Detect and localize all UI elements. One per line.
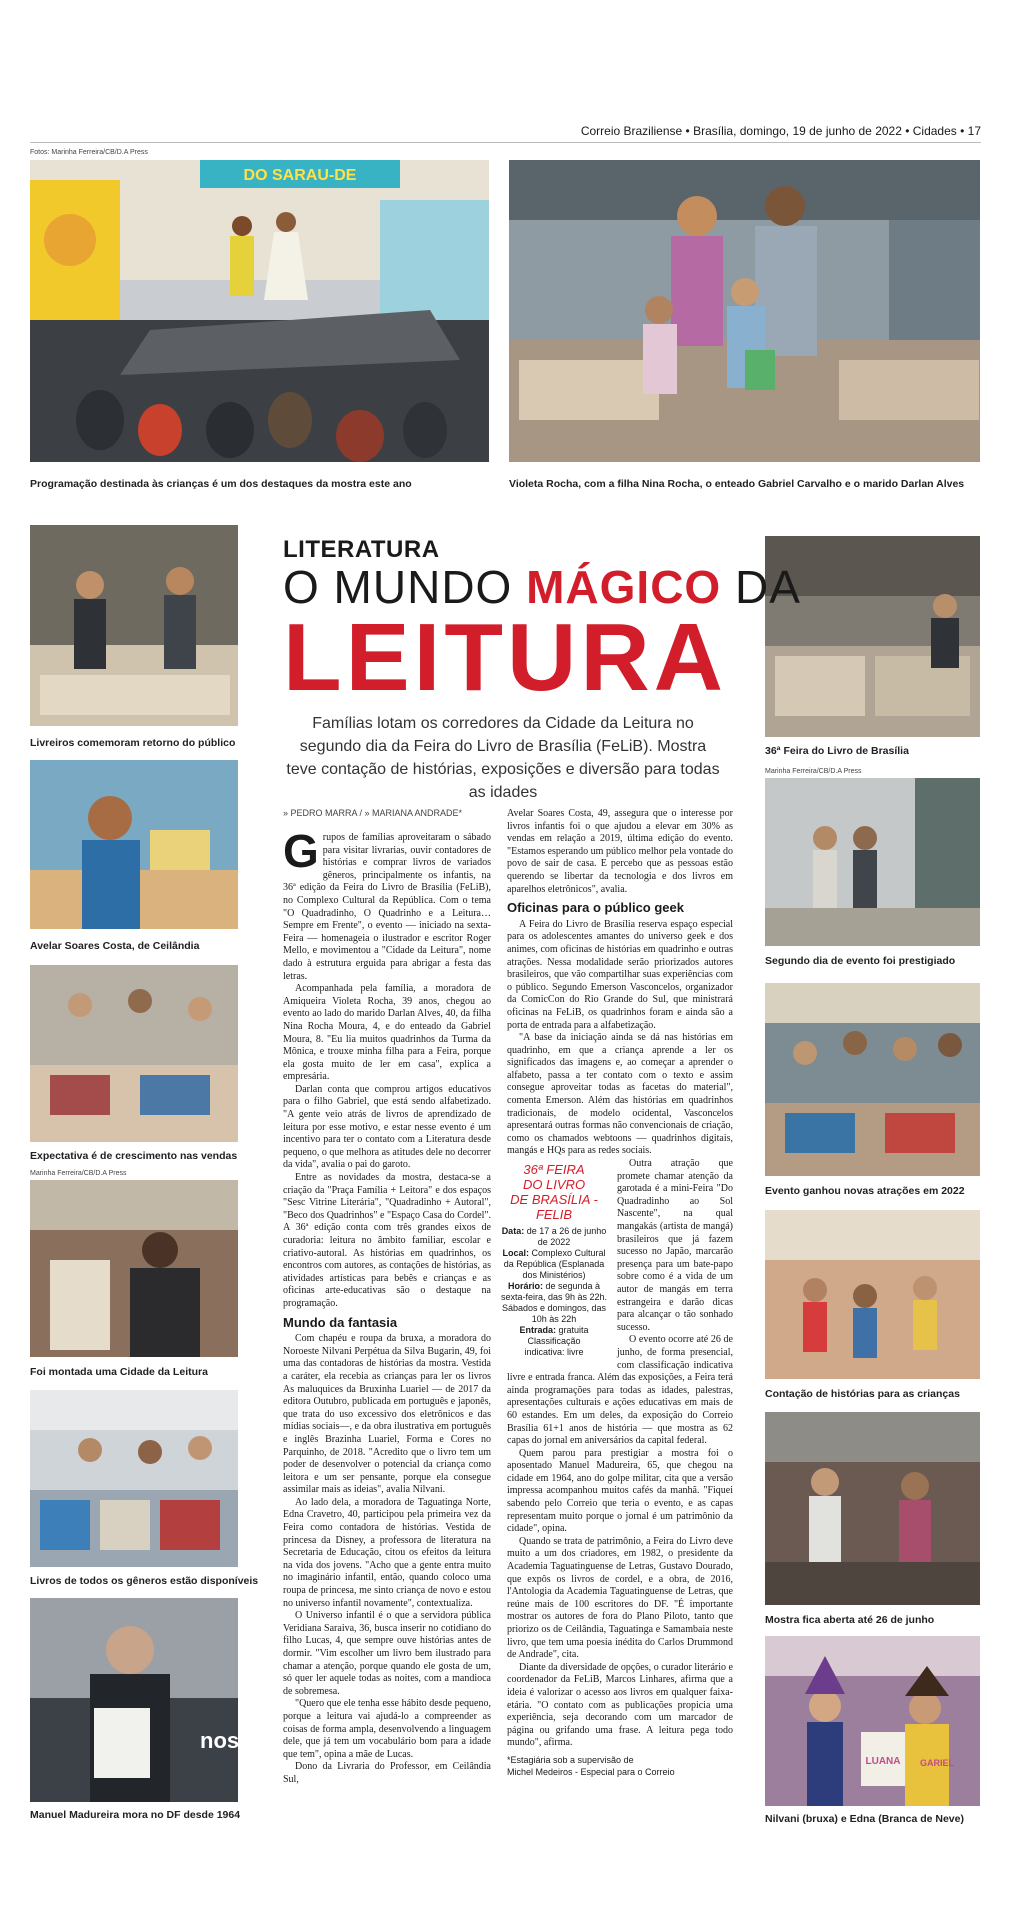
photo-manuel [30, 1598, 238, 1802]
photo-credit-8: Marinha Ferreira/CB/D.A Press [765, 768, 862, 775]
caption-avelar: Avelar Soares Costa, de Ceilândia [30, 940, 200, 952]
subhead-geek: Oficinas para o público geek [507, 900, 684, 916]
footnote-line-1: *Estagiária sob a supervisão de [507, 1754, 634, 1765]
caption-genres: Livros de todos os gêneros estão disponíveis [30, 1575, 259, 1587]
caption-family: Violeta Rocha, com a filha Nina Rocha, o enteado Gabriel Carvalho e o marido Darlan Alves [509, 478, 965, 490]
caption-booksellers: Livreiros comemoram retorno do público [30, 737, 236, 749]
paragraph: Ao lado dela, a moradora de Taguatinga Norte, Edna Cravetro, 40, participou pela primeira vez da Feira como contadora de histórias. Vestida de princesa da Disney, a professora de literatura na Secretaria de Educação, citou os efeitos da leitura na vida dos jovens. "Acho que a gente entra muito no imaginário infantil, então, quando coloco uma roupa de princesa, me sinto criança de novo e estou no universo infantil novamente", contextualiza. [283, 1496, 491, 1609]
paragraph: rupos de famílias aproveitaram o sábado para visitar livrarias, ouvir contadores de histórias e comprar livros de variados gêneros, principalmente os infantis, na 36ª edição da Feira do Livro de Brasília (FeLiB), no Complexo Cultural da República. Com o tema "O Quadradinho, O Quadrinho e a Leitura… Sempre em Frente", o evento — iniciado na sexta-Feira — homenageia o ilustrador e escritor Roger Mello, e movimentou a "Cidade da Leitura", nome dado à estrutura erguida para abrigar a festa das letras. [283, 832, 491, 982]
photo-exhibit [765, 1412, 980, 1605]
dropcap: G [283, 825, 319, 877]
caption-sales: Expectativa é de crescimento nas vendas [30, 1150, 238, 1162]
headline-part-da: DA [721, 561, 801, 613]
photo-credit: Fotos: Marinha Ferreira/CB/D.A Press [30, 149, 148, 156]
infobox-class-value: indicativa: livre [524, 1347, 584, 1358]
paragraph: Avelar Soares Costa, 49, assegura que o interesse por livros infantis foi o que ajudou a elevar em 30% as vendas em relação a 2019, última edição do evento. "Estamos esperando um público melhor pela vontade do povo de sair de casa. E percebo que as pessoas estão querendo se libertar da tecnologia e dos livros em aparelhos eletrônicos", avalia. [507, 808, 733, 895]
paragraph: Diante da diversidade de opções, o curador literário e coordenador da FeLiB, Marcos Linhares, afirma que a ideia é valorizar o acesso aos livros em qualquer faixa-etária. "O contato com as publicações propicia uma experiência, seja decorando com um marcador de página ou grifando uma frase. A leitura pega todo mundo", afirma. [507, 1661, 733, 1749]
photo-second-day [765, 778, 980, 946]
paragraph: Dono da Livraria do Professor, em Ceilândia Sul, [283, 1761, 491, 1785]
photo-luana-text: LUANA [865, 1756, 901, 1767]
paragraph: Acompanhada pela família, a moradora de Amiqueira Violeta Rocha, 39 anos, chegou ao evento ao lado do marido Darlan Alves, 40, da filha Nina Rocha Moura, 4, e do enteado da Gabriel Moura, 8. "Eu lia muitos quadrinhos da Turma da Mônica, e trouxe minha filha para a Feira, porque ela gosta muito de ler em casa", explica a empresária. [283, 983, 491, 1083]
caption-attractions: Evento ganhou novas atrações em 2022 [765, 1185, 965, 1197]
paragraph: "Quero que ele tenha esse hábito desde pequeno, porque a leitura vai ajudá-lo a compreender as coisas de forma ampla, desenvolvendo a linguagem dele, que já tem um vocabulário bom para a idade que tem", opina a mãe de Lucas. [283, 1698, 491, 1760]
infobox-local-value: Complexo Cultural da República (Esplanada dos Ministérios) [503, 1248, 606, 1281]
infobox-data-value: de 17 a 26 de junho de 2022 [526, 1226, 607, 1248]
infobox-entrada-value: gratuita [558, 1325, 589, 1336]
article-column-1 [283, 825, 491, 1832]
paragraph: Quem parou para prestigiar a mostra foi o aposentado Manuel Madureira, 65, que chegou na cidade em 1964, ano do golpe militar, cita que a versão impressa acompanhou muitos cafés da manhã. "Fiquei sabendo pelo Correio que teria o evento, e as capas representam muito porque o jornal é um patrimônio da cidade", opina. [507, 1447, 733, 1535]
paragraph: Quando se trata de patrimônio, a Feira do Livro deve muito a um dos criadores, em 1982, o presidente da Academia Taguatinguense de Letras, Gustavo Dourado, que expôs os livros de cordel, e a obra, de 2016, l'Antologia da Academia Taguatinguense de Letras, que reúne mais de 100 escritores do DF. "É importante mostrar os autores de fora do Plano Piloto, tanto que priorizo os de Ceilândia, Taguatinga e Samambaia neste livro, que tem uma poesia inédita do Carlos Drummond de Andrade", cita. [507, 1535, 733, 1661]
page-header: Correio Braziliense • Brasília, domingo, 19 de junho de 2022 • Cidades • 17 [30, 124, 981, 143]
paragraph: Outra atração que promete chamar atenção da garotada é a mini-Feira "Do Quadradinho ao Sol Nascente", na qual mangakás (artista de mangá) brasileiros que já fazem sucesso no Japão, marcarão presença para um bate-papo sobre como é a vida de um autor de mangás em terra estrangeira e darão dicas para alcançar o tão sonhado sucesso. [617, 1158, 733, 1333]
kicker: LITERATURA [283, 536, 440, 563]
infobox-title-2: DO LIVRO [522, 1177, 586, 1193]
photo-avelar [30, 760, 238, 929]
subhead-fantasia: Mundo da fantasia [283, 1314, 398, 1330]
infobox-horario-label: Horário: [507, 1281, 543, 1292]
byline: » PEDRO MARRA / » MARIANA ANDRADE* [283, 808, 463, 818]
caption-second-day: Segundo dia de evento foi prestigiado [765, 955, 956, 967]
caption-feira: 36ª Feira do Livro de Brasília [765, 745, 909, 757]
paragraph: Com chapéu e roupa da bruxa, a moradora do Noroeste Nilvani Perpétua da Silva Bugarin, 49, foi uma das contadoras de histórias da mostra. Vestida a caráter, ela recebia as crianças para ler os livros As maluquices da Bruxinha Luariel — de 2017 da editora Outubro, publicada em português e japonês, que trata do uso excessivo dos eletrônicos e das mídias sociais—, e da obra ilustrativa em português e inglês Brazinha Luariel, Forma e Cores no Parquinho, de 2018. "Acredito que o livro tem um poder de desenvolver o potencial da criança como leitora e um ser pensante, porque ela consegue assimilar mais as ideias", avalia Nilvani. [283, 1333, 491, 1496]
caption-stage: Programação destinada às crianças é um dos destaques da mostra este ano [30, 478, 412, 490]
photo-credit-3: Marinha Ferreira/CB/D.A Press [30, 1170, 127, 1177]
infobox-horario-value: de segunda à sexta-feira, das 9h às 22h. Sábados e domingos, das 10h às 22h [500, 1281, 608, 1325]
photo-stage [30, 160, 489, 462]
photo-city [30, 1180, 238, 1357]
paragraph: O Universo infantil é o que a servidora pública Veridiana Saraiva, 36, busca inserir no cotidiano do filho Lucas, 4, que sempre ouve histórias antes de dormir. "Vim escolher um livro bem ilustrado para chamar a atenção, porque quando ele gosta de um, só quer ler aquele todas as noites, com a mandioca de sobremesa. [283, 1610, 491, 1697]
photo-family [509, 160, 980, 462]
deck: Famílias lotam os corredores da Cidade da Leitura no segundo dia da Feira do Livro de Brasília (FeLiB). Mostra teve contação de histórias, exposições e diversão para todas as idades [286, 715, 720, 801]
infobox-data-label: Data: [501, 1226, 525, 1237]
paragraph: O evento ocorre até 26 de junho, de forma presencial, com classificação indicativa livre e entrada franca. Além das exposições, a Feira terá ainda programações para todas as idades, palestras, apresentações culturais e ações educativas em mais de 60 estandes. Em um deles, da exposição do Correio Brasília 61+1 anos de história — que mostra as 62 capas do jornal em aniversários da capital federal. [507, 1334, 733, 1447]
headline-line2: LEITURA [283, 604, 727, 711]
headline-part-magico: MÁGICO [526, 561, 722, 613]
infobox-class-label: Classificação [527, 1336, 581, 1347]
infobox-local-label: Local: [502, 1248, 529, 1259]
caption-city: Foi montada uma Cidade da Leitura [30, 1366, 208, 1378]
caption-storytelling: Contação de histórias para as crianças [765, 1388, 960, 1400]
infobox-title-1: 36ª FEIRA [523, 1162, 585, 1178]
paragraph: A Feira do Livro de Brasília reserva espaço especial para os adolescentes amantes do universo geek e dos animes, com oficinas de histórias em quadrinho e outras atrações. Nessa modalidade serão priorizados autores brasileiros, que vão compartilhar suas experiências com o público. Segundo Emerson Vasconcelos, organizador da ComicCon do Rio Grande do Sul, que ministrará oficinas na FeLiB, os quadrinhos foram e ainda são a porta de entrada para a alfabetização. [507, 918, 733, 1031]
stage-banner-text: DO SARAU-DE [243, 167, 357, 184]
paragraph: "A base da iniciação ainda se dá nas histórias em quadrinho, em que a criança aprende a ler os significados das imagens e, ao começar a aprender o alfabeto, passa a ter contato com o texto e assim consegue aproveitar todas as facetas do material", comenta Emerson. Além das histórias em quadrinhos tradicionais, de modelo ocidental, Vasconcelos apresentará outras formas não convencionais de criação, como os chamados webtoons — quadrinhos digitais, mangás e HQs para as redes sociais. [507, 1032, 733, 1157]
photo-gabriel-text: GARIEL [919, 1758, 955, 1768]
photo-attractions [765, 983, 980, 1176]
photo-genres [30, 1390, 238, 1567]
photo-booksellers [30, 525, 238, 726]
caption-characters: Nilvani (bruxa) e Edna (Branca de Neve) [765, 1813, 964, 1825]
footnote-line-2: Michel Medeiros - Especial para o Correio [507, 1766, 675, 1777]
paragraph: Darlan conta que comprou artigos educativos para o filho Gabriel, que está sendo alfabetizado. "A gente veio atrás de livros de aprendizado de leitura por esse motivo, e estar nesse evento é um incentivo para ter o contato com a Literatura desde pequeno, o que melhora as atitudes dele no decorrer da vida", avalia o pai do garoto. [283, 1083, 491, 1171]
paragraph: Entre as novidades da mostra, destaca-se a criação da "Praça Família + Leitora" e dos espaços "Sesc Vitrine Literária", "Quadradinho + Autoral", "Beco dos Quadrinhos" e "Espaço Casa do Cordel". A 36ª edição conta com três grandes eixos de curadoria: leitura no âmbito familiar, escolar e criativo-autoral. As histórias em quadrinhos, os encontros com autores, as contações de histórias, as atividades artísticas para bebês e crianças e as oficinas arte-educativas são o destaque na programação. [283, 1172, 491, 1309]
infobox-title-3: DE BRASÍLIA - FELIB [510, 1192, 598, 1223]
photo-sales [30, 965, 238, 1142]
caption-exhibit: Mostra fica aberta até 26 de junho [765, 1614, 935, 1626]
article-column-2 [500, 808, 733, 1828]
headline-part-a: O MUNDO [283, 561, 527, 613]
photo-nos-text: nos [200, 1728, 240, 1753]
infobox-entrada-label: Entrada: [519, 1325, 556, 1336]
photo-storytelling [765, 1210, 980, 1379]
caption-manuel: Manuel Madureira mora no DF desde 1964 [30, 1809, 241, 1821]
photo-characters [765, 1636, 980, 1806]
infobox [499, 1162, 609, 1358]
